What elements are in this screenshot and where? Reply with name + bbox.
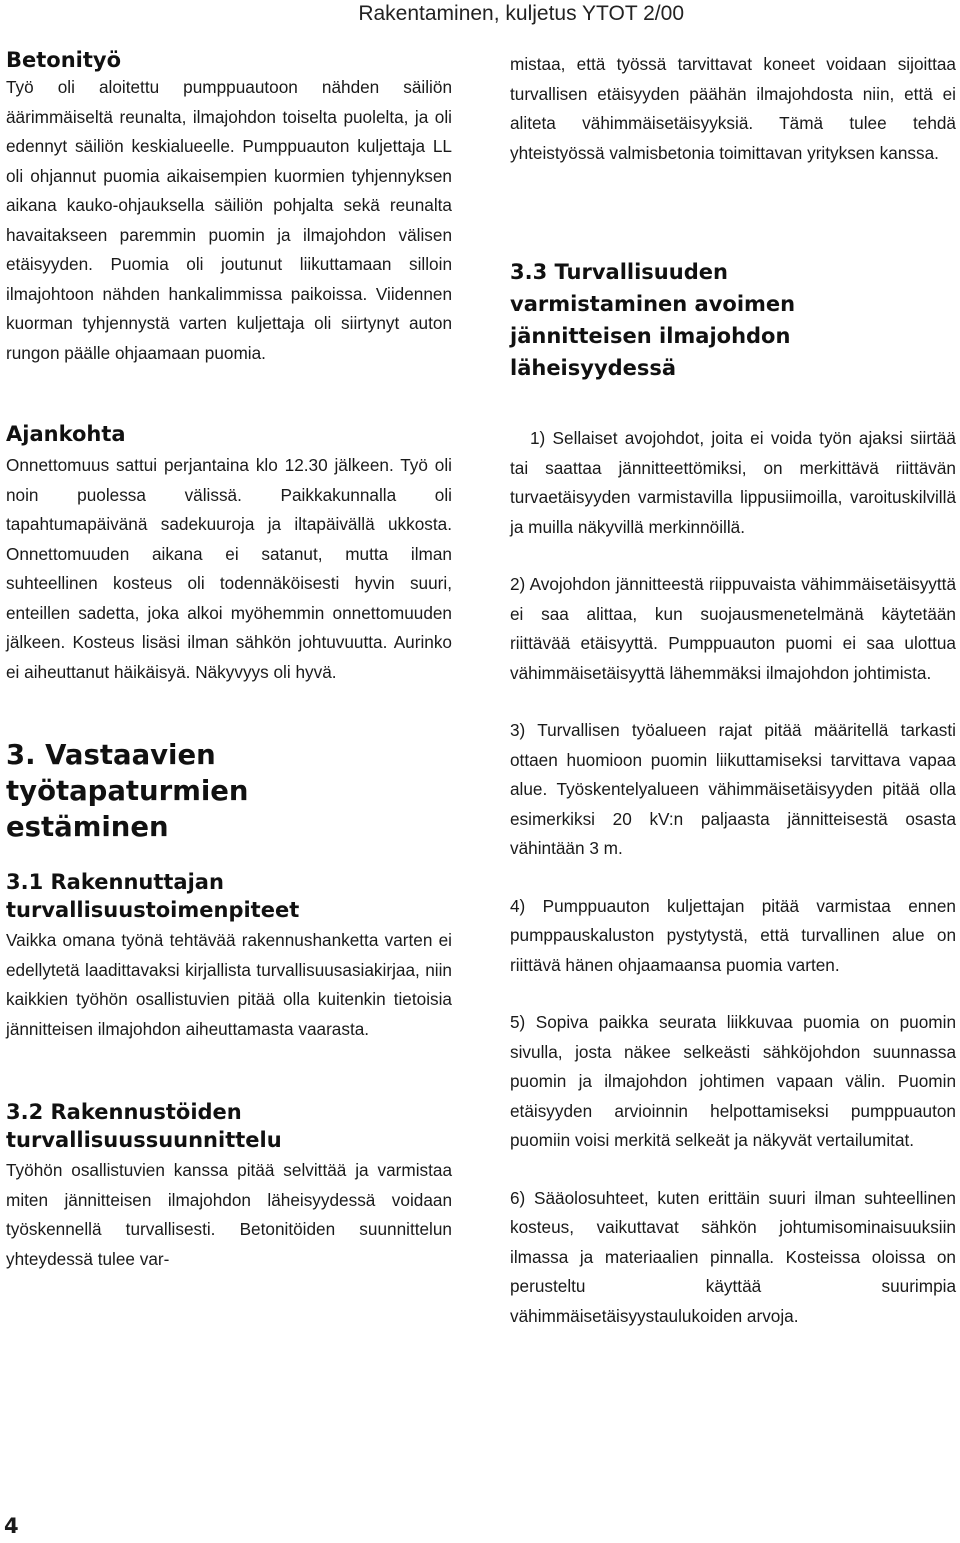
list-item: 6) Sääolosuhteet, kuten erittäin suuri ilman suhteellinen kosteus, vaikuttavat sähkön johtumisominaisuuksiin ilmassa ja materiaalien pinnalla. Kosteissa oloissa on perusteltu käyttää suurimpia vähimmäisetäisyystaulukoiden arvoja.	[510, 1187, 956, 1326]
running-header: Rakentaminen, kuljetus YTOT 2/00	[358, 2, 684, 25]
paragraph-continuation: mistaa, että työssä tarvittavat koneet voidaan sijoittaa turvallisen etäisyyden päähän ilmajohdosta niin, että ei aliteta vähimmäisetäisyyksiä. Tämä tulee tehdä yhteistyössä valmisbetonia toimittavan yrityksen kanssa.	[510, 54, 956, 163]
left-column	[6, 46, 452, 1274]
list-item: 5) Sopiva paikka seurata liikkuvaa puomia on puomin sivulla, josta näkee selkeästi sähköjohdon suunnassa puomin ja ilmajohdon johtimen vapaan välin. Puomin etäisyyden arvioinnin helpottamiseksi pumppuauton puomiin voisi merkitä selkeät ja näkyvät vertailumitat.	[510, 1012, 956, 1150]
list-item: 2) Avojohdon jännitteestä riippuvaista vähimmäisetäisyyttä ei saa alittaa, kun suojausmenetelmänä käytetään riittävää etäisyyttä. Pumppuauton puomi ei saa ulottua vähimmäisetäisyyttä lähemmäksi ilmajohdon johtimista.	[510, 574, 956, 683]
right-column	[510, 50, 956, 1331]
paragraph-3-2: Työhön osallistuvien kanssa pitää selvittää ja varmistaa miten jännitteisen ilmajohdon läheisyydessä voidaan työskennellä turvallisesti. Betonitöiden suunnittelun yhteydessä tulee var-	[6, 1160, 452, 1269]
paragraph-ajankohta: Onnettomuus sattui perjantaina klo 12.30 jälkeen. Työ oli noin puolessa välissä. Paikkakunnalla oli tapahtumapäivänä sadekuuroja ja iltapäivällä ukkosta. Onnettomuuden aikana ei satanut, mutta ilman suhteellinen kosteus oli todennäköisesti hyvin suuri, enteillen sadetta, joka alkoi myöhemmin onnettomuuden jälkeen. Kosteus lisäsi ilman sähkön johtuvuutta. Aurinko ei aiheuttanut häikäisyä. Näkyvyys oli hyvä.	[6, 455, 452, 682]
paragraph-betonityo: Työ oli aloitettu pumppuautoon nähden säiliön äärimmäiseltä reunalta, ilmajohdon toiselta puolelta, ja oli edennyt säiliön keskialueelle. Pumppuauton kuljettaja LL oli ohjannut puomia aikaisempien kuormien tyhjennyksen aikana kauko-ohjauksella säiliön pohjalta sekä reunalta havaitakseen paremmin puomin ja ilmajohdon välisen etäisyyden. Puomia oli joutunut liikuttamaan silloin ilmajohtoon nähden hankalimmissa paikoissa. Viidennen kuorman tyhjennystä varten kuljettaja oli siirtynyt auton rungon päälle ohjaamaan puomia.	[6, 77, 452, 363]
section-heading-ajankohta: Ajankohta	[6, 422, 126, 446]
section-heading-betonityo: Betonityö	[6, 48, 122, 72]
list-item: 4) Pumppuauton kuljettajan pitää varmistaa ennen pumppauskaluston pystytystä, että turvallinen alue on riittävä hänen ohjaamaansa puomia varten.	[510, 895, 956, 975]
list-item: 3) Turvallisen työalueen rajat pitää määritellä tarkasti ottaen huomioon puomin liikuttamiseksi tarvittava vapaa alue. Työskentelyalueen vähimmäisetäisyyden pitää olla esimerkiksi 20 kV:n paljaasta jännitteisestä osasta vähintään 3 m.	[510, 720, 956, 858]
section-heading-3-1: 3.1 Rakennuttajan turvallisuustoimenpiteet	[6, 870, 300, 922]
section-heading-3-3: 3.3 Turvallisuuden varmistaminen avoimen jännitteisen ilmajohdon läheisyydessä	[510, 260, 796, 380]
paragraph-3-1: Vaikka omana työnä tehtävää rakennushanketta varten ei edellytetä laadittavaksi kirjallista turvallisuusasiakirjaa, niin kaikkien työhön osallistuvien pitää olla kuitenkin tietoisia jännitteisen ilmajohdon aiheuttamasta vaarasta.	[6, 930, 452, 1039]
section-heading-3-2: 3.2 Rakennustöiden turvallisuussuunnittelu	[6, 1100, 282, 1152]
page-number: 4	[4, 1514, 19, 1538]
section-heading-3: 3. Vastaavien työtapaturmien estäminen	[6, 739, 249, 843]
list-item: 1) Sellaiset avojohdot, joita ei voida työn ajaksi siirtää tai saattaa jännitteettömiksi, on merkittävä riittävän turvaetäisyyden varmistavilla lippusiimoilla, varoituskilvillä ja muilla näkyvillä merkinnöillä.	[510, 428, 956, 537]
